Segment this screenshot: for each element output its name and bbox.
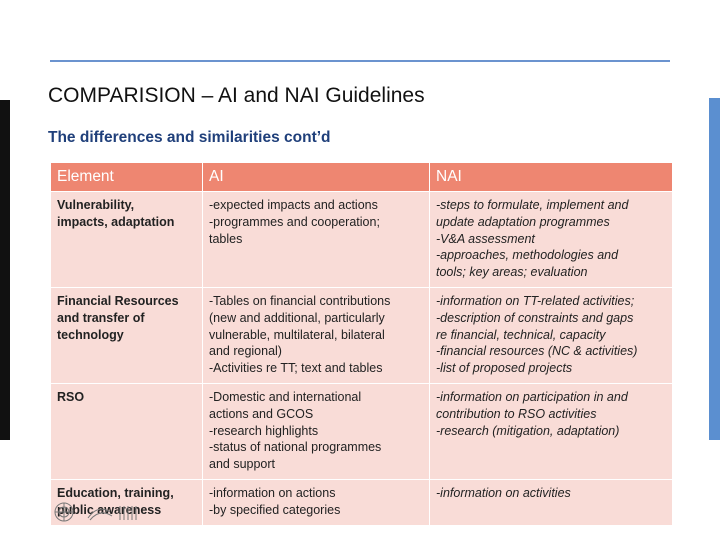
slide-title: COMPARISION – AI and NAI Guidelines <box>48 84 425 107</box>
cell-line: tables <box>209 231 243 246</box>
cell-ai <box>203 192 430 288</box>
cell-line: -information on participation in and <box>436 389 628 404</box>
cell-line: tools; key areas; evaluation <box>436 265 588 280</box>
cell-line: contribution to RSO activities <box>436 406 597 421</box>
cell-element <box>51 287 203 383</box>
cell-line: update adaptation programmes <box>436 214 610 229</box>
cell-line: -Tables on financial contributions <box>209 293 391 308</box>
cell-line: (new and additional, particularly <box>209 310 385 325</box>
comparison-table <box>50 162 673 526</box>
header-ai: AI <box>203 163 430 192</box>
top-divider <box>50 60 670 62</box>
table-row <box>51 192 673 288</box>
cell-line: -expected impacts and actions <box>209 198 378 212</box>
cell-line: -description of constraints and gaps <box>436 310 634 325</box>
cell-line: public awareness <box>57 502 162 517</box>
cell-line: -Domestic and international <box>209 389 362 404</box>
header-element: Element <box>51 163 203 192</box>
unfccc-logo-icon <box>88 506 136 520</box>
header-nai: NAI <box>430 163 673 192</box>
cell-nai <box>430 383 673 479</box>
cell-line: impacts, adaptation <box>57 214 175 229</box>
table-row <box>51 287 673 383</box>
cell-line: -programmes and cooperation; <box>209 214 380 229</box>
cell-ai <box>203 383 430 479</box>
cell-line: RSO <box>57 389 85 404</box>
un-emblem-icon <box>55 503 73 521</box>
cell-line: and regional) <box>209 344 282 359</box>
cell-nai <box>430 287 673 383</box>
cell-line: -financial resources (NC & activities) <box>436 344 638 359</box>
cell-line: -status of national programmes <box>209 440 382 455</box>
cell-line: -research highlights <box>209 423 319 438</box>
cell-nai <box>430 479 673 525</box>
left-accent-bar <box>0 100 10 440</box>
cell-line: Financial Resources <box>57 293 179 308</box>
cell-line: -steps to formulate, implement and <box>436 198 629 212</box>
cell-ai <box>203 287 430 383</box>
cell-line: and support <box>209 457 276 472</box>
table-header-row <box>51 163 673 192</box>
table-row <box>51 383 673 479</box>
cell-line: technology <box>57 327 124 342</box>
cell-line: -Activities re TT; text and tables <box>209 361 383 376</box>
cell-line: Vulnerability, <box>57 198 135 212</box>
cell-line: -research (mitigation, adaptation) <box>436 423 620 438</box>
cell-line: re financial, technical, capacity <box>436 327 606 342</box>
cell-ai <box>203 479 430 525</box>
cell-nai <box>430 192 673 288</box>
cell-element <box>51 383 203 479</box>
cell-line: actions and GCOS <box>209 406 314 421</box>
cell-element <box>51 192 203 288</box>
cell-line: -information on TT-related activities; <box>436 293 635 308</box>
cell-line: Education, training, <box>57 485 174 500</box>
cell-line: -V&A assessment <box>436 231 535 246</box>
cell-line: and transfer of <box>57 310 145 325</box>
cell-line: vulnerable, multilateral, bilateral <box>209 327 385 342</box>
right-accent-bar <box>709 98 720 440</box>
slide-subtitle: The differences and similarities cont’d <box>48 129 331 146</box>
cell-line: -information on actions <box>209 485 336 500</box>
cell-line: -by specified categories <box>209 502 341 517</box>
cell-line: -list of proposed projects <box>436 361 573 376</box>
footer-logos <box>50 500 150 524</box>
cell-line: -approaches, methodologies and <box>436 248 619 263</box>
cell-line: -information on activities <box>436 485 571 500</box>
